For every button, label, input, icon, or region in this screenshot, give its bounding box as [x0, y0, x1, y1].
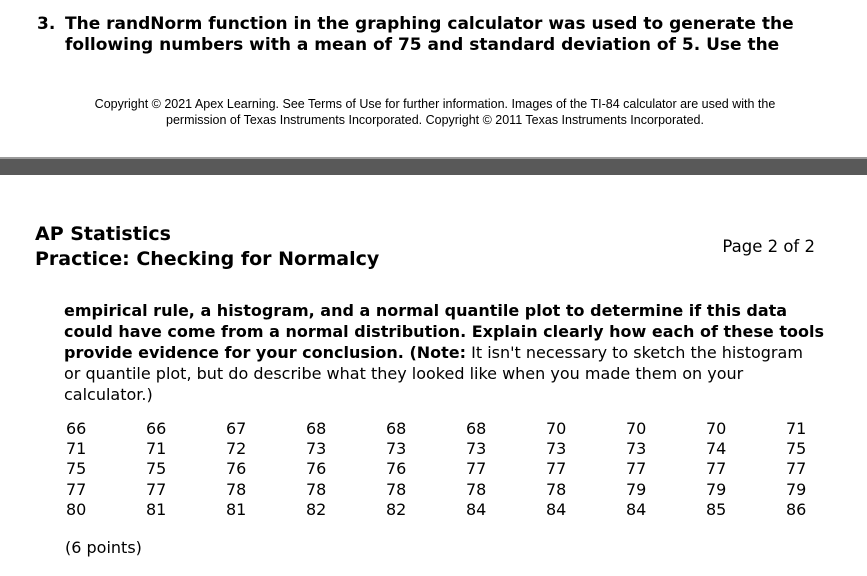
table-cell: 71 [786, 419, 807, 438]
table-row [66, 459, 846, 479]
table-cell: 74 [706, 439, 727, 459]
table-cell: 72 [226, 439, 247, 459]
table-cell: 78 [386, 479, 407, 499]
table-cell: 86 [786, 499, 807, 519]
table-cell: 75 [66, 459, 87, 479]
table-cell: 75 [786, 439, 807, 459]
table-row [66, 439, 846, 459]
table-cell: 77 [626, 459, 647, 479]
table-cell: 85 [706, 499, 727, 519]
table-cell: 79 [786, 479, 807, 499]
table-cell: 78 [466, 479, 487, 499]
table-cell: 75 [146, 459, 167, 479]
table-cell: 73 [466, 439, 487, 459]
table-cell: 67 [226, 419, 247, 438]
data-table [66, 419, 846, 520]
table-cell: 70 [706, 419, 727, 438]
question-continuation [64, 300, 824, 405]
course-name: AP Statistics [35, 223, 171, 245]
page-number: Page 2 of 2 [722, 237, 815, 256]
page-break-bar [0, 157, 867, 175]
table-cell: 78 [306, 479, 327, 499]
table-row [66, 480, 846, 500]
copyright-notice [40, 96, 830, 128]
table-cell: 68 [306, 419, 327, 438]
table-cell: 79 [706, 479, 727, 499]
table-cell: 77 [466, 459, 487, 479]
table-cell: 70 [626, 419, 647, 438]
table-cell: 77 [66, 479, 87, 499]
table-cell: 68 [466, 419, 487, 438]
table-cell: 71 [66, 439, 87, 459]
assignment-title: Practice: Checking for Normalcy [35, 248, 380, 270]
table-cell: 84 [626, 499, 647, 519]
table-cell: 80 [66, 499, 87, 519]
table-cell: 82 [306, 499, 327, 519]
table-cell: 76 [386, 459, 407, 479]
table-cell: 77 [706, 459, 727, 479]
question-number: 3. [37, 14, 56, 34]
table-cell: 79 [626, 479, 647, 499]
continuation-note-text: It isn't necessary to sketch the histogram or quantile plot, but do describe what they looked like when you made them on your calculator.) [64, 343, 803, 404]
table-cell: 77 [786, 459, 807, 479]
copyright-line-1: Copyright © 2021 Apex Learning. See Terms of Use for further information. Images of the TI-84 calculator are used with the [94, 97, 776, 111]
table-cell: 78 [546, 479, 567, 499]
table-cell: 77 [546, 459, 567, 479]
table-cell: 77 [146, 479, 167, 499]
table-row [66, 500, 846, 520]
table-cell: 76 [226, 459, 247, 479]
continuation-bold-text: empirical rule, a histogram, and a normal quantile plot to determine if this data could have come from a normal distribution. Explain clearly how each of these tools provide evidence for your conclusion. (Note: [64, 301, 824, 362]
table-cell: 73 [626, 439, 647, 459]
table-cell: 84 [466, 499, 487, 519]
course-header [35, 222, 379, 272]
table-cell: 66 [146, 419, 167, 438]
table-cell: 81 [146, 499, 167, 519]
points-label: (6 points) [65, 538, 142, 557]
table-cell: 84 [546, 499, 567, 519]
table-cell: 71 [146, 439, 167, 459]
table-cell: 68 [386, 419, 407, 438]
table-cell: 66 [66, 419, 87, 438]
copyright-line-2: permission of Texas Instruments Incorporated. Copyright © 2011 Texas Instruments Incorporated. [166, 113, 704, 127]
table-cell: 82 [386, 499, 407, 519]
question-text: The randNorm function in the graphing calculator was used to generate the following numbers with a mean of 75 and standard deviation of 5. Use the [65, 14, 794, 55]
table-cell: 70 [546, 419, 567, 438]
table-cell: 76 [306, 459, 327, 479]
table-cell: 78 [226, 479, 247, 499]
table-cell: 73 [546, 439, 567, 459]
question-heading [37, 14, 827, 56]
table-cell: 81 [226, 499, 247, 519]
table-row [66, 419, 846, 439]
table-cell: 73 [306, 439, 327, 459]
table-cell: 73 [386, 439, 407, 459]
